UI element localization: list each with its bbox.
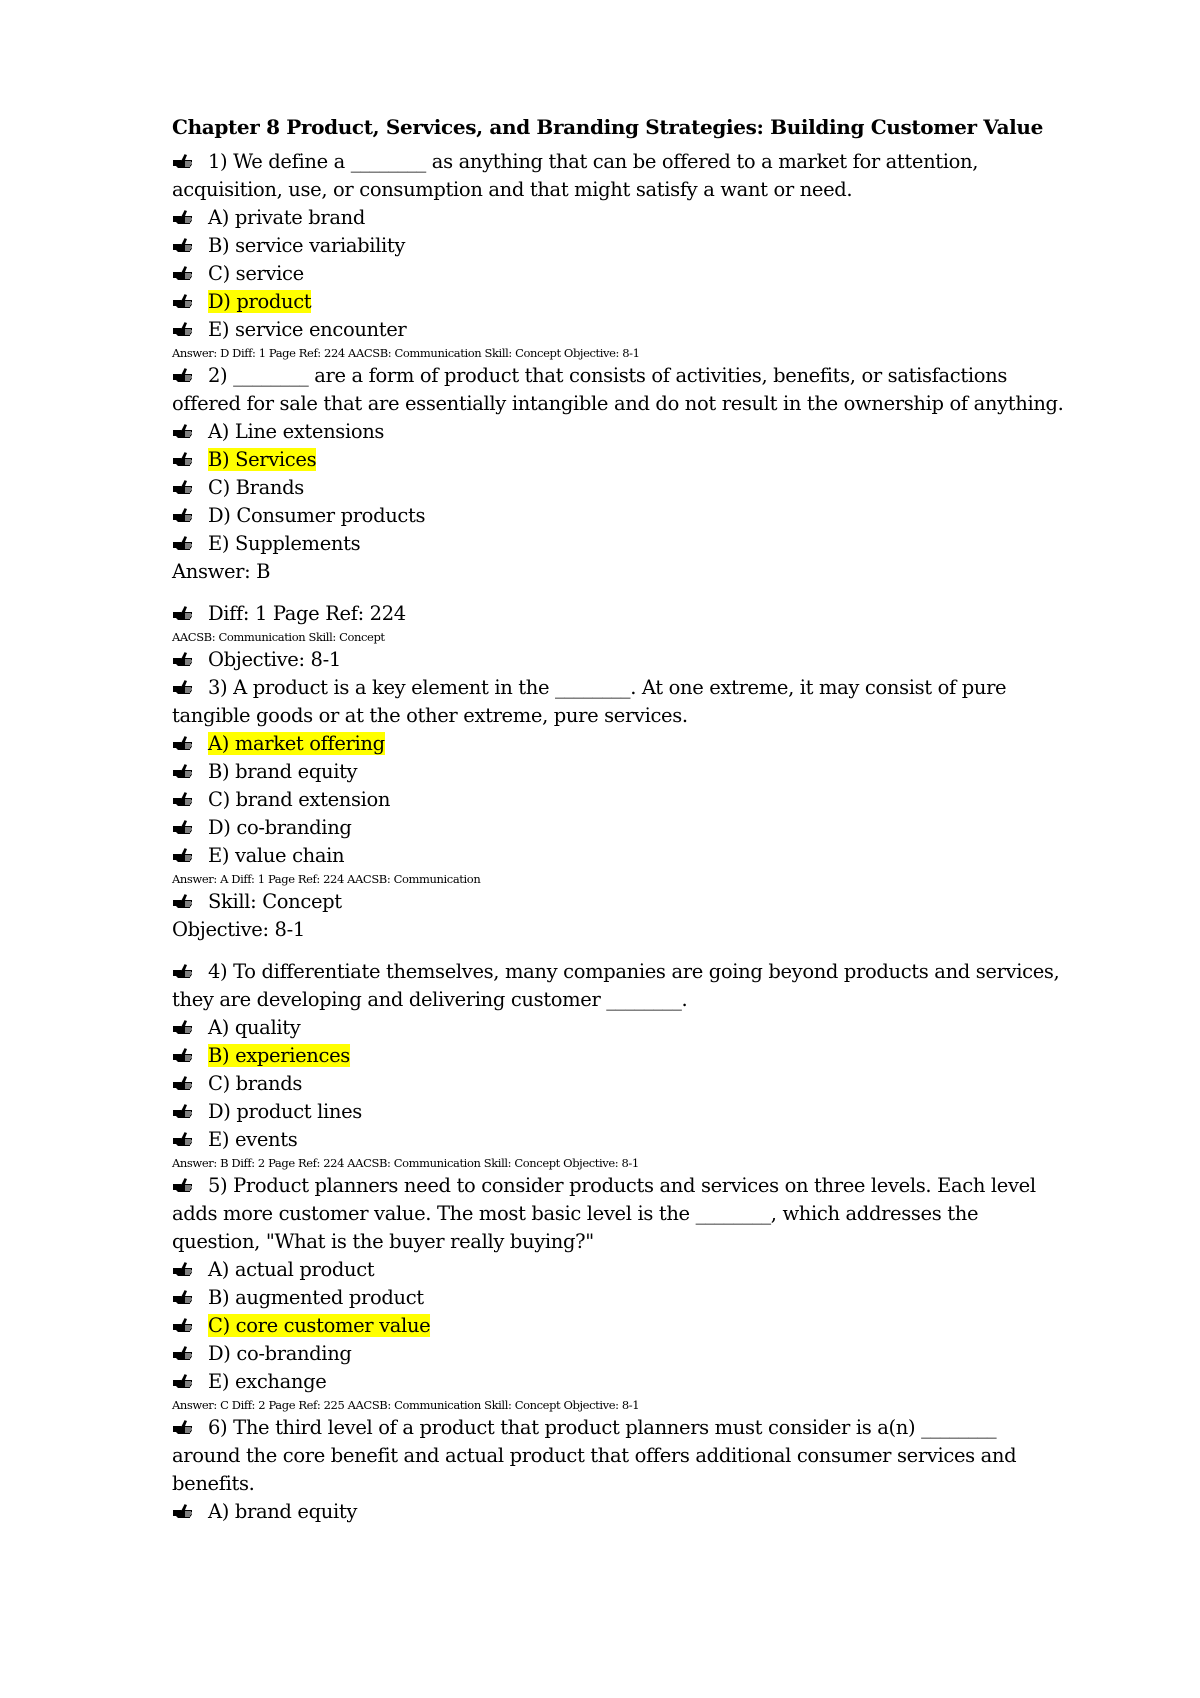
line-text: 6) The third level of a product that product planners must consider is a(n) ________ [208, 1416, 997, 1439]
pointing-hand-icon [172, 204, 208, 232]
pointing-hand-icon [172, 530, 208, 558]
pointing-hand-icon [172, 814, 208, 842]
line-text: adds more customer value. The most basic level is the ________, which addresses the [172, 1202, 979, 1225]
line-text: Answer: A Diff: 1 Page Ref: 224 AACSB: Communication [172, 872, 481, 886]
bullet-line [172, 786, 1092, 814]
text-line [172, 1470, 1092, 1498]
bullet-line [172, 958, 1092, 986]
line-text: B) brand equity [208, 760, 358, 783]
pointing-hand-icon [172, 1126, 208, 1154]
text-line [172, 916, 1092, 944]
line-text: tangible goods or at the other extreme, pure services. [172, 704, 688, 727]
line-text: acquisition, use, or consumption and that might satisfy a want or need. [172, 178, 853, 201]
bullet-line [172, 232, 1092, 260]
document-page [172, 112, 1092, 1526]
text-line [172, 390, 1092, 418]
line-text: Answer: B [172, 560, 271, 583]
pointing-hand-icon [172, 474, 208, 502]
line-text: they are developing and delivering customer ________. [172, 988, 688, 1011]
highlighted-answer: A) market offering [208, 732, 385, 755]
line-text: 3) A product is a key element in the ________. At one extreme, it may consist of pure [208, 676, 1007, 699]
pointing-hand-icon [172, 1172, 208, 1200]
line-text: D) co-branding [208, 816, 352, 839]
line-text: Answer: D Diff: 1 Page Ref: 224 AACSB: Communication Skill: Concept Objective: 8-1 [172, 346, 640, 360]
pointing-hand-icon [172, 1256, 208, 1284]
pointing-hand-icon [172, 1498, 208, 1526]
pointing-hand-icon [172, 730, 208, 758]
bullet-line [172, 148, 1092, 176]
question-list [172, 148, 1092, 1526]
bullet-line [172, 260, 1092, 288]
line-text: benefits. [172, 1472, 255, 1495]
bullet-line [172, 1340, 1092, 1368]
bullet-line [172, 1126, 1092, 1154]
line-text: question, "What is the buyer really buying?" [172, 1230, 594, 1253]
line-text: E) value chain [208, 844, 345, 867]
line-text: 1) We define a ________ as anything that can be offered to a market for attention, [208, 150, 979, 173]
answer-metadata [172, 1154, 1092, 1172]
line-text: B) augmented product [208, 1286, 424, 1309]
bullet-line [172, 1098, 1092, 1126]
bullet-line [172, 362, 1092, 390]
bullet-line [172, 730, 1092, 758]
pointing-hand-icon [172, 786, 208, 814]
line-text: 5) Product planners need to consider products and services on three levels. Each level [208, 1174, 1036, 1197]
bullet-line [172, 1042, 1092, 1070]
bullet-line [172, 446, 1092, 474]
pointing-hand-icon [172, 1098, 208, 1126]
line-text: around the core benefit and actual product that offers additional consumer services and [172, 1444, 1017, 1467]
line-text: A) actual product [208, 1258, 375, 1281]
bullet-line [172, 1414, 1092, 1442]
bullet-line [172, 1312, 1092, 1340]
line-text: A) private brand [208, 206, 366, 229]
text-line [172, 1200, 1092, 1228]
highlighted-answer: B) experiences [208, 1044, 350, 1067]
bullet-line [172, 204, 1092, 232]
text-line [172, 986, 1092, 1014]
pointing-hand-icon [172, 842, 208, 870]
bullet-line [172, 530, 1092, 558]
line-text: Answer: C Diff: 2 Page Ref: 225 AACSB: Communication Skill: Concept Objective: 8-1 [172, 1398, 640, 1412]
bullet-line [172, 1256, 1092, 1284]
pointing-hand-icon [172, 646, 208, 674]
pointing-hand-icon [172, 1340, 208, 1368]
line-text: Objective: 8-1 [172, 918, 305, 941]
line-text: AACSB: Communication Skill: Concept [172, 630, 385, 644]
line-text: E) exchange [208, 1370, 327, 1393]
pointing-hand-icon [172, 1414, 208, 1442]
bullet-line [172, 888, 1092, 916]
line-text: E) events [208, 1128, 298, 1151]
line-text: Skill: Concept [208, 890, 342, 913]
pointing-hand-icon [172, 418, 208, 446]
line-text: A) quality [208, 1016, 301, 1039]
pointing-hand-icon [172, 148, 208, 176]
highlighted-answer: C) core customer value [208, 1314, 431, 1337]
line-text: B) service variability [208, 234, 406, 257]
bullet-line [172, 1070, 1092, 1098]
pointing-hand-icon [172, 288, 208, 316]
text-line [172, 1442, 1092, 1470]
text-line [172, 702, 1092, 730]
bullet-line [172, 316, 1092, 344]
bullet-line [172, 842, 1092, 870]
line-text: 4) To differentiate themselves, many companies are going beyond products and services, [208, 960, 1060, 983]
pointing-hand-icon [172, 1284, 208, 1312]
highlighted-answer: D) product [208, 290, 312, 313]
pointing-hand-icon [172, 260, 208, 288]
highlighted-answer: B) Services [208, 448, 317, 471]
line-text: C) brand extension [208, 788, 391, 811]
pointing-hand-icon [172, 1312, 208, 1340]
line-text: E) Supplements [208, 532, 361, 555]
line-text: Objective: 8-1 [208, 648, 341, 671]
pointing-hand-icon [172, 600, 208, 628]
line-text: 2) ________ are a form of product that consists of activities, benefits, or satisfactions [208, 364, 1007, 387]
pointing-hand-icon [172, 888, 208, 916]
pointing-hand-icon [172, 316, 208, 344]
answer-metadata [172, 344, 1092, 362]
bullet-line [172, 600, 1092, 628]
line-text: A) Line extensions [208, 420, 385, 443]
line-text: offered for sale that are essentially intangible and do not result in the ownership of anything. [172, 392, 1064, 415]
page-title: Chapter 8 Product, Services, and Branding Strategies: Building Customer Value [172, 115, 1043, 139]
line-text: D) Consumer products [208, 504, 426, 527]
text-line [172, 1228, 1092, 1256]
text-line [172, 176, 1092, 204]
bullet-line [172, 418, 1092, 446]
line-text: C) service [208, 262, 304, 285]
bullet-line [172, 1368, 1092, 1396]
line-text: D) product lines [208, 1100, 362, 1123]
bullet-line [172, 474, 1092, 502]
line-text: E) service encounter [208, 318, 407, 341]
line-text: C) brands [208, 1072, 303, 1095]
line-text: A) brand equity [208, 1500, 357, 1523]
bullet-line [172, 1498, 1092, 1526]
pointing-hand-icon [172, 1014, 208, 1042]
bullet-line [172, 502, 1092, 530]
line-text: D) co-branding [208, 1342, 352, 1365]
pointing-hand-icon [172, 674, 208, 702]
pointing-hand-icon [172, 958, 208, 986]
pointing-hand-icon [172, 232, 208, 260]
line-text: Diff: 1 Page Ref: 224 [208, 602, 406, 625]
bullet-line [172, 1172, 1092, 1200]
bullet-line [172, 674, 1092, 702]
pointing-hand-icon [172, 502, 208, 530]
bullet-line [172, 1284, 1092, 1312]
pointing-hand-icon [172, 1070, 208, 1098]
pointing-hand-icon [172, 758, 208, 786]
pointing-hand-icon [172, 362, 208, 390]
answer-metadata [172, 870, 1092, 888]
bullet-line [172, 814, 1092, 842]
pointing-hand-icon [172, 1368, 208, 1396]
answer-metadata [172, 1396, 1092, 1414]
line-text: Answer: B Diff: 2 Page Ref: 224 AACSB: Communication Skill: Concept Objective: 8-1 [172, 1156, 639, 1170]
line-text: C) Brands [208, 476, 304, 499]
bullet-line [172, 288, 1092, 316]
text-line [172, 558, 1092, 586]
answer-metadata [172, 628, 1092, 646]
pointing-hand-icon [172, 446, 208, 474]
pointing-hand-icon [172, 1042, 208, 1070]
bullet-line [172, 758, 1092, 786]
bullet-line [172, 646, 1092, 674]
bullet-line [172, 1014, 1092, 1042]
